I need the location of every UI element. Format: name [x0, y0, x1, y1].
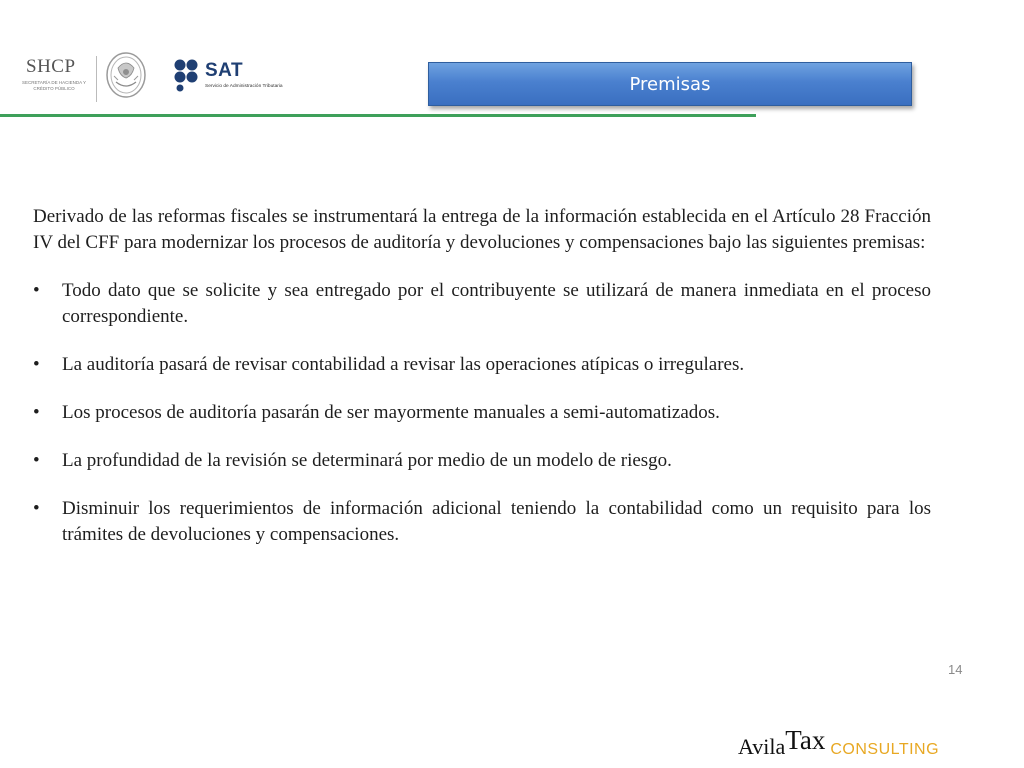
- brand-name-tax: Tax: [785, 725, 826, 755]
- slide-title: Premisas: [629, 73, 711, 95]
- avilatax-brand-logo: [738, 725, 940, 761]
- list-item: [33, 448, 931, 474]
- list-item-text: La profundidad de la revisión se determinará por medio de un modelo de riesgo.: [62, 450, 672, 471]
- bullet-icon: •: [33, 450, 40, 471]
- sat-logo: [173, 58, 323, 98]
- shcp-logo-title: SHCP: [26, 56, 76, 77]
- list-item: [33, 400, 931, 426]
- bullet-icon: •: [33, 402, 40, 423]
- bullet-icon: •: [33, 354, 40, 375]
- logo-divider: [96, 56, 97, 102]
- sat-dots-icon: [173, 58, 203, 92]
- list-item-text: Todo dato que se solicite y sea entregado por el contribuyente se utilizará de manera inmediata en el proceso correspondiente.: [62, 280, 931, 327]
- shcp-logo: [12, 56, 92, 102]
- list-item-text: Los procesos de auditoría pasarán de ser mayormente manuales a semi-automatizados.: [62, 402, 720, 423]
- list-item: [33, 352, 931, 378]
- slide-content: [33, 204, 931, 570]
- bullet-icon: •: [33, 498, 40, 519]
- shcp-logo-subtitle: SECRETARÍA DE HACIENDA Y CRÉDITO PÚBLICO: [21, 80, 87, 91]
- coat-of-arms-seal-icon: [104, 50, 148, 100]
- header-divider-rule: [0, 114, 756, 117]
- list-item: [33, 496, 931, 548]
- sat-logo-title: SAT: [205, 60, 244, 81]
- intro-paragraph: Derivado de las reformas fiscales se instrumentará la entrega de la información establecida en el Artículo 28 Fracción IV del CFF para modernizar los procesos de auditoría y devoluciones y compensaciones bajo las siguientes premisas:: [33, 206, 931, 253]
- slide-title-bar: [428, 62, 912, 106]
- list-item: [33, 278, 931, 330]
- list-item-text: La auditoría pasará de revisar contabilidad a revisar las operaciones atípicas o irregulares.: [62, 354, 745, 375]
- sat-logo-subtitle: Servicio de Administración Tributaria: [205, 84, 283, 89]
- premises-list: [33, 278, 931, 548]
- brand-name-avila: Avila: [738, 734, 786, 759]
- page-number: 14: [948, 662, 963, 677]
- brand-name-consulting: CONSULTING: [830, 741, 940, 758]
- list-item-text: Disminuir los requerimientos de información adicional teniendo la contabilidad como un requisito para los trámites de devoluciones y compensaciones.: [62, 498, 931, 545]
- bullet-icon: •: [33, 280, 40, 301]
